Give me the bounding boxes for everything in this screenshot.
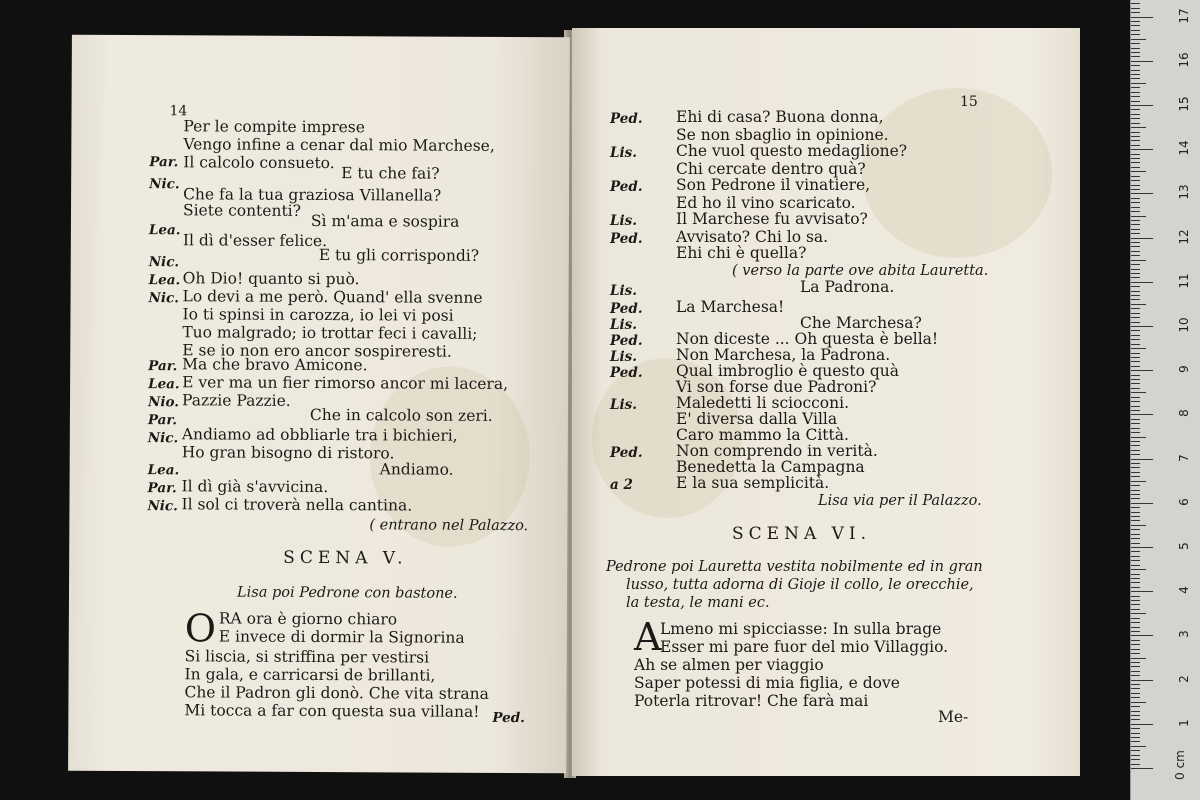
ruler-tick bbox=[1131, 441, 1140, 442]
ruler-tick bbox=[1131, 755, 1140, 756]
ruler-tick bbox=[1131, 406, 1140, 407]
ruler-tick bbox=[1131, 317, 1140, 318]
text-line: Vi son forse due Padroni? bbox=[676, 378, 877, 396]
ruler-tick bbox=[1131, 569, 1146, 570]
catchword: Ped. bbox=[492, 709, 525, 727]
ruler-tick bbox=[1131, 220, 1140, 221]
ruler-tick bbox=[1131, 649, 1140, 650]
ruler-tick bbox=[1131, 282, 1153, 283]
ruler-tick bbox=[1131, 291, 1140, 292]
ruler-tick bbox=[1131, 622, 1140, 623]
ruler-tick bbox=[1131, 494, 1140, 495]
ruler-tick bbox=[1131, 697, 1140, 698]
ruler-tick bbox=[1131, 353, 1140, 354]
ruler-tick bbox=[1131, 246, 1140, 247]
ruler-tick bbox=[1131, 764, 1140, 765]
text-line: Ehi chi è quella? bbox=[676, 244, 807, 262]
speaker-label: Ped. bbox=[610, 365, 643, 381]
ruler-tick bbox=[1131, 768, 1153, 769]
ruler-tick bbox=[1131, 684, 1140, 685]
ruler-tick bbox=[1131, 574, 1140, 575]
text-line: Il dì già s'avvicina. bbox=[181, 477, 329, 497]
ruler-tick bbox=[1131, 56, 1140, 57]
ruler-tick bbox=[1131, 618, 1140, 619]
ruler-tick bbox=[1131, 92, 1140, 93]
ruler-tick bbox=[1131, 485, 1140, 486]
text-line: E tu che fai? bbox=[341, 164, 440, 183]
ruler-tick bbox=[1131, 498, 1140, 499]
ruler-tick bbox=[1131, 154, 1140, 155]
scene-heading: SCENA V. bbox=[283, 547, 408, 569]
ruler-tick bbox=[1131, 525, 1146, 526]
ruler-tick bbox=[1131, 167, 1140, 168]
ruler-tick bbox=[1131, 711, 1140, 712]
speaker-label: Nic. bbox=[148, 254, 180, 271]
ruler-tick bbox=[1131, 189, 1140, 190]
text-line: Ho gran bisogno di ristoro. bbox=[181, 443, 395, 463]
verse-line: In gala, e carricarsi de brillanti, bbox=[184, 665, 436, 685]
ruler-number: 3 bbox=[1177, 630, 1191, 639]
ruler-tick bbox=[1131, 78, 1140, 79]
text-line: Qual imbroglio è questo quà bbox=[676, 362, 899, 380]
ruler-tick bbox=[1131, 591, 1153, 592]
ruler-tick bbox=[1131, 437, 1146, 438]
ruler-tick bbox=[1131, 759, 1140, 760]
verse-line: Ah se almen per viaggio bbox=[634, 656, 824, 674]
text-line: Non comprendo in verità. bbox=[676, 442, 878, 460]
ruler-tick bbox=[1131, 401, 1140, 402]
text-line: Oh Dio! quanto si può. bbox=[182, 269, 360, 289]
ruler-tick bbox=[1131, 472, 1140, 473]
ruler-tick bbox=[1131, 25, 1140, 26]
ruler-tick bbox=[1131, 370, 1153, 371]
speaker-label: Lea. bbox=[147, 462, 180, 479]
ruler-tick bbox=[1131, 728, 1140, 729]
text-line: Che in calcolo son zeri. bbox=[309, 405, 493, 425]
ruler-tick bbox=[1131, 481, 1146, 482]
text-line: Maledetti li sciocconi. bbox=[676, 394, 850, 412]
ruler-tick bbox=[1131, 158, 1140, 159]
ruler-tick bbox=[1131, 339, 1140, 340]
text-line: Non diceste ... Oh questa è bella! bbox=[676, 330, 939, 348]
ruler-tick bbox=[1131, 414, 1153, 415]
text-line: Che vuol questo medaglione? bbox=[676, 142, 908, 160]
ruler-tick bbox=[1131, 361, 1140, 362]
text-line: Non Marchesa, la Padrona. bbox=[676, 346, 891, 364]
ruler-tick bbox=[1131, 423, 1140, 424]
ruler-tick bbox=[1131, 299, 1140, 300]
ruler-tick bbox=[1131, 34, 1140, 35]
ruler-number: 6 bbox=[1177, 497, 1191, 506]
speaker-label: Nic. bbox=[147, 430, 179, 447]
speaker-label: Nio. bbox=[147, 394, 179, 411]
speaker-label: Par. bbox=[147, 412, 178, 429]
ruler-tick bbox=[1131, 467, 1140, 468]
speaker-label: Nic. bbox=[148, 290, 179, 307]
speaker-label: Lis. bbox=[610, 145, 637, 161]
ruler-tick bbox=[1131, 123, 1140, 124]
ruler-tick bbox=[1131, 459, 1153, 460]
ruler-tick bbox=[1131, 450, 1140, 451]
ruler-tick bbox=[1131, 65, 1140, 66]
text-line: E tu gli corrispondi? bbox=[318, 245, 480, 265]
text-line: Io ti spinsi in carozza, io lei vi posi bbox=[182, 305, 454, 325]
ruler-tick bbox=[1131, 238, 1153, 239]
ruler-tick bbox=[1131, 582, 1140, 583]
ruler-tick bbox=[1131, 255, 1140, 256]
ruler-number: 2 bbox=[1177, 674, 1191, 683]
speaker-label: Nic. bbox=[147, 498, 178, 515]
ruler-tick bbox=[1131, 52, 1140, 53]
speaker-label: Par. bbox=[147, 480, 177, 497]
text-line: E' diversa dalla Villa bbox=[676, 410, 838, 428]
text-line: Benedetta la Campagna bbox=[676, 458, 865, 476]
speaker-label: Lis. bbox=[610, 349, 637, 365]
text-line: La Marchesa! bbox=[676, 298, 785, 316]
speaker-label: Nic. bbox=[149, 176, 180, 193]
text-line: Chi cercate dentro quà? bbox=[676, 160, 866, 178]
ruler-number: 9 bbox=[1177, 365, 1191, 374]
ruler-tick bbox=[1131, 251, 1140, 252]
ruler-tick bbox=[1131, 12, 1140, 13]
ruler-tick bbox=[1131, 264, 1140, 265]
ruler-tick bbox=[1131, 193, 1153, 194]
ruler-tick bbox=[1131, 273, 1140, 274]
verse-line: Lmeno mi spicciasse: In sulla brage bbox=[660, 620, 942, 638]
speaker-label: Lea. bbox=[148, 272, 181, 289]
ruler-tick bbox=[1131, 534, 1140, 535]
ruler-tick bbox=[1131, 516, 1140, 517]
ruler-tick bbox=[1131, 83, 1146, 84]
ruler-tick bbox=[1131, 666, 1140, 667]
ruler-tick bbox=[1131, 207, 1140, 208]
ruler-tick bbox=[1131, 388, 1140, 389]
drop-capital: A bbox=[634, 615, 662, 659]
ruler-tick bbox=[1131, 180, 1140, 181]
ruler-tick bbox=[1131, 490, 1140, 491]
ruler-tick bbox=[1131, 635, 1153, 636]
ruler-label: 0 cm bbox=[1173, 750, 1187, 780]
ruler-tick bbox=[1131, 260, 1146, 261]
ruler-tick bbox=[1131, 383, 1140, 384]
measuring-ruler bbox=[1130, 0, 1200, 800]
ruler-tick bbox=[1131, 702, 1146, 703]
stage-direction: ( verso la parte ove abita Lauretta. bbox=[732, 263, 989, 279]
ruler-tick bbox=[1131, 114, 1140, 115]
verse-line: Saper potessi di mia figlia, e dove bbox=[634, 674, 900, 692]
ruler-tick bbox=[1131, 216, 1146, 217]
ruler-tick bbox=[1131, 87, 1140, 88]
text-line: Ma che bravo Amicone. bbox=[182, 355, 368, 375]
text-line: Il calcolo consueto. bbox=[183, 153, 335, 173]
ruler-tick bbox=[1131, 295, 1140, 296]
ruler-tick bbox=[1131, 671, 1140, 672]
ruler-tick bbox=[1131, 578, 1140, 579]
speaker-label: Ped. bbox=[610, 231, 643, 247]
ruler-tick bbox=[1131, 145, 1140, 146]
ruler-tick bbox=[1131, 96, 1140, 97]
ruler-tick bbox=[1131, 335, 1140, 336]
ruler-tick bbox=[1131, 512, 1140, 513]
ruler-tick bbox=[1131, 70, 1140, 71]
verse-line: E invece di dormir la Signorina bbox=[218, 627, 465, 647]
page-number: 14 bbox=[169, 103, 188, 120]
text-line: E ver ma un fier rimorso ancor mi lacera, bbox=[182, 373, 509, 393]
text-line: Ehi di casa? Buona donna, bbox=[676, 108, 884, 126]
ruler-tick bbox=[1131, 392, 1146, 393]
ruler-tick bbox=[1131, 176, 1140, 177]
catchword: Me- bbox=[938, 708, 969, 726]
ruler-tick bbox=[1131, 127, 1146, 128]
speaker-label: Lis. bbox=[610, 397, 637, 413]
ruler-tick bbox=[1131, 662, 1140, 663]
ruler-tick bbox=[1131, 463, 1140, 464]
verse-line: Poterla ritrovar! Che farà mai bbox=[634, 692, 869, 710]
ruler-tick bbox=[1131, 746, 1146, 747]
speaker-label: Ped. bbox=[610, 111, 643, 127]
ruler-tick bbox=[1131, 538, 1140, 539]
verse-line: RA ora è giorno chiaro bbox=[218, 609, 398, 629]
ruler-tick bbox=[1131, 313, 1140, 314]
text-line: Andiamo ad obbliarle tra i bichieri, bbox=[181, 425, 458, 445]
ruler-tick bbox=[1131, 653, 1140, 654]
ruler-tick bbox=[1131, 326, 1153, 327]
text-line: Pazzie Pazzie. bbox=[181, 391, 291, 410]
ruler-tick bbox=[1131, 308, 1140, 309]
ruler-tick bbox=[1131, 8, 1140, 9]
verse-line: Si liscia, si striffina per vestirsi bbox=[184, 647, 430, 667]
text-line: Ed ho il vino scaricato. bbox=[676, 194, 856, 212]
ruler-tick bbox=[1131, 140, 1140, 141]
ruler-tick bbox=[1131, 565, 1140, 566]
ruler-tick bbox=[1131, 680, 1153, 681]
ruler-tick bbox=[1131, 410, 1140, 411]
text-line: Il Marchese fu avvisato? bbox=[676, 210, 868, 228]
text-line: La Padrona. bbox=[800, 278, 895, 296]
ruler-tick bbox=[1131, 118, 1140, 119]
ruler-tick bbox=[1131, 733, 1140, 734]
ruler-number: 5 bbox=[1177, 542, 1191, 550]
text-line: Son Pedrone il vinatiere, bbox=[676, 176, 871, 194]
stage-direction: ( entrano nel Palazzo. bbox=[369, 517, 529, 535]
speaker-label: Lea. bbox=[148, 222, 181, 239]
ruler-tick bbox=[1131, 596, 1140, 597]
text-line: Che fa la tua graziosa Villanella? bbox=[183, 185, 442, 205]
ruler-tick bbox=[1131, 17, 1153, 18]
ruler-tick bbox=[1131, 529, 1140, 530]
ruler-tick bbox=[1131, 39, 1146, 40]
text-line: Che Marchesa? bbox=[800, 314, 922, 332]
scene-direction: Lisa poi Pedrone con bastone. bbox=[236, 584, 458, 602]
ruler-tick bbox=[1131, 627, 1140, 628]
verse-line: Esser mi pare fuor del mio Villaggio. bbox=[660, 638, 949, 656]
ruler-tick bbox=[1131, 277, 1140, 278]
ruler-tick bbox=[1131, 543, 1140, 544]
ruler-tick bbox=[1131, 560, 1140, 561]
ruler-tick bbox=[1131, 202, 1140, 203]
ruler-tick bbox=[1131, 445, 1140, 446]
ruler-tick bbox=[1131, 432, 1140, 433]
ruler-tick bbox=[1131, 233, 1140, 234]
text-line: Andiamo. bbox=[379, 460, 454, 479]
ruler-tick bbox=[1131, 556, 1140, 557]
speaker-label: a 2 bbox=[610, 477, 633, 493]
ruler-tick bbox=[1131, 304, 1146, 305]
ruler-tick bbox=[1131, 198, 1140, 199]
speaker-label: Lis. bbox=[610, 317, 637, 333]
ruler-number: 12 bbox=[1177, 228, 1191, 245]
ruler-tick bbox=[1131, 741, 1140, 742]
speaker-label: Ped. bbox=[610, 179, 643, 195]
ruler-number: 11 bbox=[1177, 273, 1191, 289]
ruler-tick bbox=[1131, 30, 1140, 31]
verse-line: Mi tocca a far con questa sua villana! bbox=[184, 701, 480, 721]
ruler-tick bbox=[1131, 330, 1140, 331]
paper-stain bbox=[862, 88, 1052, 258]
ruler-tick bbox=[1131, 229, 1140, 230]
left-page bbox=[68, 35, 570, 774]
ruler-tick bbox=[1131, 48, 1140, 49]
ruler-tick bbox=[1131, 132, 1140, 133]
text-line: Lo devi a me però. Quand' ella svenne bbox=[182, 287, 483, 307]
ruler-number: 13 bbox=[1177, 184, 1191, 201]
text-line: Il dì d'esser felice. bbox=[182, 231, 328, 251]
ruler-tick bbox=[1131, 476, 1140, 477]
ruler-tick bbox=[1131, 357, 1140, 358]
ruler-tick bbox=[1131, 211, 1140, 212]
speaker-label: Ped. bbox=[610, 301, 643, 317]
ruler-tick bbox=[1131, 547, 1153, 548]
ruler-number: 16 bbox=[1177, 52, 1191, 68]
scene-direction: Pedrone poi Lauretta vestita nobilmente ed in gran bbox=[606, 559, 983, 575]
text-line: Siete contenti? bbox=[182, 201, 302, 220]
ruler-number: 10 bbox=[1177, 317, 1191, 333]
ruler-number: 7 bbox=[1177, 453, 1191, 462]
text-line: Vengo infine a cenar dal mio Marchese, bbox=[183, 135, 495, 155]
ruler-tick bbox=[1131, 631, 1140, 632]
ruler-tick bbox=[1131, 454, 1140, 455]
ruler-tick bbox=[1131, 750, 1140, 751]
ruler-tick bbox=[1131, 587, 1140, 588]
ruler-tick bbox=[1131, 397, 1140, 398]
text-line: Il sol ci troverà nella cantina. bbox=[181, 495, 413, 515]
text-line: Caro mammo la Città. bbox=[676, 426, 849, 444]
ruler-tick bbox=[1131, 609, 1140, 610]
ruler-tick bbox=[1131, 507, 1140, 508]
ruler-tick bbox=[1131, 105, 1153, 106]
speaker-label: Lis. bbox=[610, 213, 637, 229]
scene-direction: la testa, le mani ec. bbox=[626, 595, 770, 611]
ruler-tick bbox=[1131, 322, 1140, 323]
drop-capital: O bbox=[184, 606, 217, 651]
ruler-tick bbox=[1131, 269, 1140, 270]
ruler-number: 8 bbox=[1177, 409, 1191, 418]
ruler-tick bbox=[1131, 604, 1140, 605]
ruler-tick bbox=[1131, 149, 1153, 150]
ruler-tick bbox=[1131, 109, 1140, 110]
ruler-number: 14 bbox=[1177, 140, 1191, 156]
ruler-tick bbox=[1131, 419, 1140, 420]
ruler-number: 15 bbox=[1177, 96, 1191, 112]
stage-direction: Lisa via per il Palazzo. bbox=[818, 493, 982, 509]
ruler-tick bbox=[1131, 101, 1140, 102]
ruler-tick bbox=[1131, 503, 1153, 504]
ruler-tick bbox=[1131, 613, 1146, 614]
ruler-tick bbox=[1131, 428, 1140, 429]
text-line: Per le compite imprese bbox=[183, 117, 366, 137]
ruler-tick bbox=[1131, 61, 1153, 62]
speaker-label: Ped. bbox=[610, 445, 643, 461]
ruler-tick bbox=[1131, 185, 1140, 186]
ruler-tick bbox=[1131, 724, 1153, 725]
speaker-label: Lis. bbox=[610, 283, 637, 299]
text-line: Tuo malgrado; io trottar feci i cavalli; bbox=[182, 323, 478, 343]
text-line: Se non sbaglio in opinione. bbox=[676, 126, 889, 144]
ruler-tick bbox=[1131, 286, 1140, 287]
ruler-tick bbox=[1131, 375, 1140, 376]
text-line: Avvisato? Chi lo sa. bbox=[676, 228, 829, 246]
ruler-tick bbox=[1131, 162, 1140, 163]
text-line: E se io non ero ancor sospireresti. bbox=[182, 341, 452, 361]
ruler-tick bbox=[1131, 658, 1146, 659]
ruler-number: 1 bbox=[1177, 718, 1191, 727]
ruler-tick bbox=[1131, 348, 1146, 349]
ruler-number: 17 bbox=[1177, 7, 1191, 24]
ruler-tick bbox=[1131, 640, 1140, 641]
text-line: E la sua semplicità. bbox=[676, 474, 830, 492]
ruler-tick bbox=[1131, 693, 1140, 694]
ruler-tick bbox=[1131, 136, 1140, 137]
ruler-tick bbox=[1131, 706, 1140, 707]
ruler-number: 4 bbox=[1177, 586, 1191, 595]
ruler-tick bbox=[1131, 675, 1140, 676]
ruler-tick bbox=[1131, 171, 1146, 172]
ruler-tick bbox=[1131, 737, 1140, 738]
ruler-tick bbox=[1131, 74, 1140, 75]
ruler-tick bbox=[1131, 21, 1140, 22]
ruler-tick bbox=[1131, 366, 1140, 367]
ruler-tick bbox=[1131, 715, 1140, 716]
ruler-tick bbox=[1131, 644, 1140, 645]
scene-heading: SCENA VI. bbox=[732, 524, 872, 544]
ruler-tick bbox=[1131, 600, 1140, 601]
ruler-tick bbox=[1131, 242, 1140, 243]
text-line: Sì m'ama e sospira bbox=[310, 211, 460, 231]
ruler-tick bbox=[1131, 379, 1140, 380]
ruler-tick bbox=[1131, 688, 1140, 689]
page-number: 15 bbox=[960, 94, 978, 110]
ruler-tick bbox=[1131, 520, 1140, 521]
ruler-tick bbox=[1131, 719, 1140, 720]
ruler-tick bbox=[1131, 551, 1140, 552]
speaker-label: Lea. bbox=[148, 376, 180, 393]
ruler-tick bbox=[1131, 43, 1140, 44]
speaker-label: Par. bbox=[148, 358, 178, 375]
scene-direction: lusso, tutta adorna di Gioje il collo, le orecchie, bbox=[626, 577, 974, 593]
ruler-tick bbox=[1131, 3, 1140, 4]
right-page bbox=[572, 28, 1080, 776]
speaker-label: Ped. bbox=[610, 333, 643, 349]
ruler-tick bbox=[1131, 224, 1140, 225]
verse-line: Che il Padron gli donò. Che vita strana bbox=[184, 683, 489, 703]
speaker-label: Par. bbox=[149, 154, 179, 171]
ruler-tick bbox=[1131, 344, 1140, 345]
